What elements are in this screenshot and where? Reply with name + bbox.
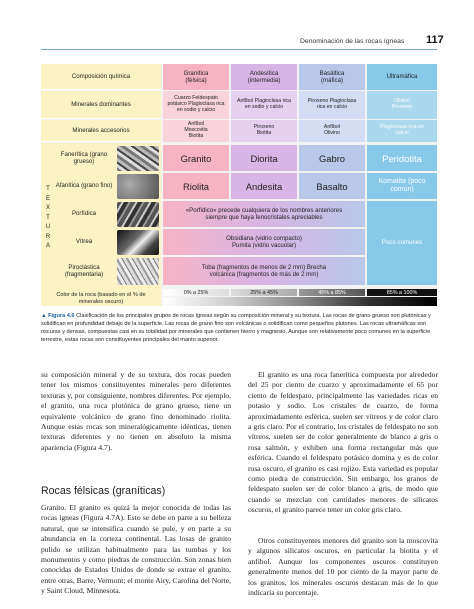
dominant-granitic: Cuarzo Feldespato potásico Plagioclasa rica en sodio y calcio xyxy=(163,91,229,119)
pyroclastic-sample-image xyxy=(117,258,159,285)
color-range-85-100: 85% a 100% xyxy=(367,289,437,296)
left-paragraph-2: Granito. El granito es quizá la mejor conocida de todas las rocas ígneas (Figura 4.7A). Esto se debe en parte a su belleza natural, que se intensifica cuando se pule, y en parte a su abundancia en la corteza continental. Las losas de granito pulido se utilizan habitualmente para las tumbas y los monumentos y como piedras de construcción. Son zonas bien conocidas de Estados Unidos de donde se extrae el granito, entre otras, Barre, Vermont; el monte Airy, Carolina del Norte, y Saint Cloud, Minnesota. xyxy=(41,503,231,596)
color-gradient-strip xyxy=(163,297,437,306)
glassy-sample-image xyxy=(117,230,159,255)
rare-text: Poco comunes xyxy=(367,201,437,285)
color-range-45-85: 45% a 85% xyxy=(299,289,365,296)
right-paragraph-2: Otros constituyentes menores del granito son la moscovita y algunos silicatos oscuros, en particular la biotita y el anfíbol. Aunque los componentes oscuros constituyen generalmente menos del 10 por ciento de la mayor parte de los granitos, los minerales oscuros destacan más de lo que indicaría su porcentaje. xyxy=(248,536,438,598)
row-label-glassy: Vítrea xyxy=(75,238,93,246)
afanitic-sample-image xyxy=(117,174,159,199)
col-header-andesitic: Andesítica (intermedia) xyxy=(231,64,297,90)
dominant-andesitic: Anfíbol Plagioclasa rica en sodio y calcio xyxy=(231,91,297,119)
caption-text: Clasificación de los principales grupos de rocas ígneas según su composición mineral y su textura. Las rocas de grano grueso son plutónicas y solidifican en profundidad debajo de la superficie. Las rocas de grano fino son volcánicas o solidifican como pequeños plutones. Las rocas ultramáficas son oscuras y densas, compuestas casi en su totalidad por minerales que contienen hierro y magnesio. Aunque son relativamente poco comunes en la superficie terrestre, estas rocas son constituyentes principales del manto superior. xyxy=(41,313,431,344)
accessory-basaltic: Anfíbol Olivino xyxy=(299,120,365,142)
row-label-porphyritic: Porfídica xyxy=(71,210,97,218)
rock-diorita: Diorita xyxy=(231,145,297,171)
row-label-rock-color: Color de la roca (basado en el % de minerales oscuro) xyxy=(41,291,161,306)
texture-vertical-label: T E X T U R A xyxy=(45,186,51,249)
col-header-granitic: Granítica (félsica) xyxy=(163,64,229,90)
rock-basalto: Basalto xyxy=(299,173,365,199)
accessory-granitic: Anfíbol Moscovita Biotita xyxy=(163,120,229,142)
right-paragraph-1: El granito es una roca fanerítica compuesta por alrededor del 25 por ciento de cuarzo y aproximadamente el 65 por ciento de feldespato, principalmente las variedades ricas en potasio y sodio. Los cristales de cuarzo, de forma aproximadamente esférica, suelen ser vítreos y de color claro a gris claro. Por el contrario, los cristales de feldespato no son vítreos, suelen ser de color generalmente de blanco a gris o rosa salmón, y exhiben una forma rectangular más que esférica. Cuando el feldespato potásico domina y es de color rosa oscuro, el granito es casi rojizo. Esta variedad es popular como piedra de construcción. Sin embargo, los granos de feldespato suelen ser de color blanco a gris, de modo que cuando se mezclan con cantidades menores de silicatos oscuros, el granito parece tener un color gris claro. xyxy=(248,370,438,515)
rock-peridotita: Peridotita xyxy=(367,145,437,171)
color-range-0-25: 0% a 25% xyxy=(163,289,229,296)
header-rule xyxy=(41,49,437,50)
porphyritic-text: «Porfídico» precede cualquiera de los nombres anteriores siempre que haya fenocristales apreciables xyxy=(163,201,365,227)
running-title: Denominación de las rocas ígneas xyxy=(300,38,405,45)
glassy-text: Obsidiana (vidrio compacto) Pumita (vidrio vacuolar) xyxy=(163,229,365,255)
corner-label: Composición química xyxy=(41,64,161,90)
row-label-dominant: Minerales dominantes xyxy=(41,91,161,119)
page-number: 117 xyxy=(426,34,444,46)
color-range-25-45: 25% a 45% xyxy=(231,289,297,296)
rock-riolita: Riolita xyxy=(163,173,229,199)
row-label-pyroclastic: Piroclástica (fragmentaria) xyxy=(64,263,104,278)
dominant-basaltic: Piroxeno Plagioclasa rica en calcio xyxy=(299,91,365,119)
row-label-faneritic: Fanerítica (grano grueso) xyxy=(60,150,108,165)
section-heading: Rocas félsicas (graníticas) xyxy=(41,485,166,497)
caption-label: ▲ Figura 4.6 xyxy=(41,313,75,319)
row-label-afanitic: Afanítica (grano fino) xyxy=(55,182,113,190)
accessory-andesitic: Piroxeno Biotita xyxy=(231,120,297,142)
dominant-ultramafic: Olivino Piroxeno xyxy=(367,91,437,119)
figure-caption xyxy=(41,312,437,344)
rock-komatiita: Komatita (poco común) xyxy=(367,173,437,199)
faneritic-sample-image xyxy=(117,146,159,171)
rock-gabro: Gabro xyxy=(299,145,365,171)
left-paragraph-1: su composición mineral y de su textura, dos rocas pueden tener los mismos constituyentes minerales pero diferentes texturas y, por consiguiente, nombres diferentes. Por ejemplo, el granito, una roca plutónica de grano grueso, tiene un equivalente volcánico de grano fino denominado riolita. Aunque estas rocas son mineralógicamente idénticas, tienen texturas diferentes y no tienen en absoluto la misma apariencia (Figura 4.7). xyxy=(41,370,231,452)
porphyritic-sample-image xyxy=(117,202,159,227)
rock-granito: Granito xyxy=(163,145,229,171)
col-header-basaltic: Basáltica (máfica) xyxy=(299,64,365,90)
accessory-ultramafic: Plagioclasa rica en calcio xyxy=(367,120,437,142)
rock-andesita: Andesita xyxy=(231,173,297,199)
col-header-ultramafic: Ultramáfica xyxy=(367,64,437,90)
row-label-accessory: Minerales accesorios xyxy=(41,120,161,142)
pyroclastic-text: Toba (fragmentos de menos de 2 mm) Brecha volcánica (fragmentos de más de 2 mm) xyxy=(163,257,365,285)
